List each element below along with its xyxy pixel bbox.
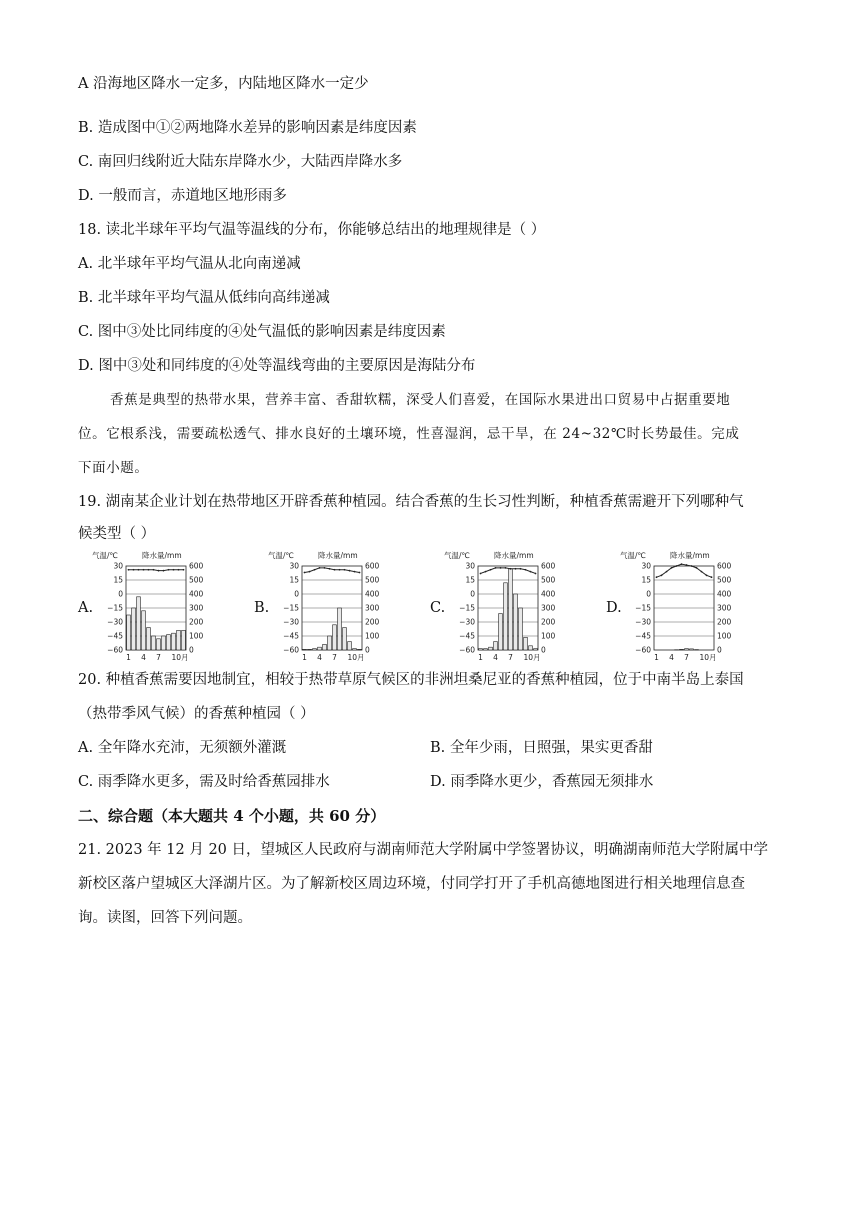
precip-tick-label: 100 [541, 631, 556, 641]
climate-chart-c [430, 546, 610, 662]
precip-bar [152, 636, 156, 650]
temp-point [691, 565, 693, 567]
precip-bar [127, 615, 131, 650]
precip-tick-label: 400 [365, 589, 380, 599]
precip-tick-label: 200 [717, 617, 732, 627]
chart-option-label: D. [606, 600, 622, 616]
month-tick-label: 10月 [699, 653, 717, 662]
temp-point [696, 567, 698, 569]
month-tick-label: 7 [508, 653, 513, 662]
climate-chart-svg [268, 546, 408, 662]
precip-axis-title: 降水量/mm [670, 551, 710, 560]
precip-tick-label: 100 [189, 631, 204, 641]
temp-tick-label: 0 [470, 589, 475, 599]
precip-bar [308, 649, 312, 650]
temp-point [495, 567, 497, 569]
temp-tick-label: −60 [283, 645, 299, 655]
q21-line-1: 21. 2023 年 12 月 20 日，望城区人民政府与湖南师范大学附属中学签署协议，明确湖南师范大学附属中学 [78, 842, 769, 858]
month-tick-label: 10月 [523, 653, 541, 662]
precip-bar [519, 608, 523, 650]
passage-line-2: 位。它根系浅，需要疏松透气、排水良好的土壤环境，性喜湿润，忌干旱，在 24~32℃时长势最佳。完成 [78, 426, 740, 442]
month-tick-label: 7 [332, 653, 337, 662]
precip-tick-label: 500 [365, 575, 380, 585]
q20-option-c: C. 雨季降水更多，需及时给香蕉园排水 [78, 774, 330, 790]
precip-tick-label: 200 [365, 617, 380, 627]
temp-point [510, 568, 512, 570]
chart-option-label: C. [430, 600, 446, 616]
precip-bar [494, 642, 498, 650]
q20-option-b: B. 全年少雨，日照强，果实更香甜 [430, 740, 653, 756]
precip-tick-label: 200 [541, 617, 556, 627]
q17-option-c: C. 南回归线附近大陆东岸降水少，大陆西岸降水多 [78, 154, 403, 170]
temp-point [148, 569, 150, 571]
temp-point [168, 569, 170, 571]
temp-point [706, 574, 708, 576]
temp-tick-label: −60 [459, 645, 475, 655]
month-tick-label: 1 [654, 653, 659, 662]
temp-tick-label: −45 [459, 631, 475, 641]
climate-chart-svg [620, 546, 760, 662]
precip-bar [162, 636, 166, 650]
precip-bar [182, 630, 186, 650]
temp-tick-label: 15 [465, 575, 475, 585]
precip-bar [529, 646, 533, 650]
precip-bar [132, 608, 136, 650]
temp-point [309, 571, 311, 573]
temp-line [481, 568, 536, 574]
precip-tick-label: 600 [541, 561, 556, 571]
temp-point [178, 569, 180, 571]
temp-point [525, 569, 527, 571]
precip-bar [685, 649, 689, 650]
temp-point [319, 567, 321, 569]
temp-tick-label: −30 [283, 617, 299, 627]
temp-line [305, 568, 360, 573]
precip-bar [514, 594, 518, 650]
precip-bar [343, 628, 347, 650]
precip-bar [323, 644, 327, 650]
temp-point [324, 567, 326, 569]
precip-bar [479, 649, 483, 650]
temp-tick-label: −15 [459, 603, 475, 613]
precip-bar [534, 649, 538, 650]
precip-bar [338, 608, 342, 650]
precip-tick-label: 500 [541, 575, 556, 585]
q19-stem-line-2: 候类型（ ） [78, 526, 156, 542]
temp-point [339, 569, 341, 571]
temp-tick-label: 15 [113, 575, 123, 585]
precip-bar [499, 614, 503, 650]
month-tick-label: 1 [478, 653, 483, 662]
temp-tick-label: −45 [107, 631, 123, 641]
precip-tick-label: 600 [365, 561, 380, 571]
temp-tick-label: −30 [635, 617, 651, 627]
temp-tick-label: 0 [646, 589, 651, 599]
precip-bar [328, 636, 332, 650]
temp-point [485, 571, 487, 573]
month-tick-label: 7 [684, 653, 689, 662]
precip-bar [167, 635, 171, 650]
temp-point [163, 570, 165, 572]
precip-bar [137, 597, 141, 650]
precip-bar [303, 649, 307, 650]
temp-tick-label: −15 [107, 603, 123, 613]
chart-option-label: A. [78, 600, 94, 616]
temp-point [158, 570, 160, 572]
precip-tick-label: 600 [717, 561, 732, 571]
month-tick-label: 7 [156, 653, 161, 662]
climate-chart-svg [92, 546, 232, 662]
temp-tick-label: −30 [459, 617, 475, 627]
section-2-title: 二、综合题（本大题共 4 个小题，共 60 分） [78, 807, 386, 825]
q17-option-d: D. 一般而言，赤道地区地形雨多 [78, 188, 287, 204]
temp-point [515, 568, 517, 570]
temp-point [143, 569, 145, 571]
temp-point [334, 569, 336, 571]
temp-point [535, 573, 537, 575]
temp-point [153, 569, 155, 571]
temp-point [520, 568, 522, 570]
precip-tick-label: 0 [365, 645, 370, 655]
precip-tick-label: 300 [541, 603, 556, 613]
temp-tick-label: −30 [107, 617, 123, 627]
temp-axis-title: 气温/℃ [268, 551, 294, 560]
temp-point [505, 567, 507, 569]
temp-tick-label: −45 [635, 631, 651, 641]
precip-tick-label: 400 [717, 589, 732, 599]
temp-tick-label: 15 [289, 575, 299, 585]
precip-bar [680, 649, 684, 650]
month-tick-label: 4 [669, 653, 674, 662]
temp-tick-label: −15 [283, 603, 299, 613]
precip-axis-title: 降水量/mm [142, 551, 182, 560]
precip-tick-label: 600 [189, 561, 204, 571]
temp-axis-title: 气温/℃ [620, 551, 646, 560]
temp-point [661, 574, 663, 576]
temp-point [329, 568, 331, 570]
temp-point [128, 569, 130, 571]
precip-bar [313, 649, 317, 650]
precip-tick-label: 300 [189, 603, 204, 613]
precip-bar [524, 637, 528, 650]
precip-axis-title: 降水量/mm [318, 551, 358, 560]
temp-tick-label: 30 [289, 561, 299, 571]
precip-tick-label: 100 [365, 631, 380, 641]
precip-tick-label: 0 [189, 645, 194, 655]
q21-line-2: 新校区落户望城区大泽湖片区。为了解新校区周边环境，付同学打开了手机高德地图进行相关地理信息查 [78, 876, 745, 892]
temp-tick-label: −60 [635, 645, 651, 655]
precip-tick-label: 200 [189, 617, 204, 627]
temp-axis-title: 气温/℃ [92, 551, 118, 560]
precip-tick-label: 400 [541, 589, 556, 599]
temp-point [490, 569, 492, 571]
precip-bar [509, 569, 513, 650]
passage-line-1: 香蕉是典型的热带水果，营养丰富、香甜软糯，深受人们喜爱，在国际水果进出口贸易中占据重要地 [110, 392, 731, 408]
temp-point [480, 573, 482, 575]
q20-option-d: D. 雨季降水更少，香蕉园无须排水 [430, 774, 654, 790]
temp-point [671, 567, 673, 569]
temp-tick-label: −60 [107, 645, 123, 655]
temp-tick-label: −15 [635, 603, 651, 613]
precip-bar [333, 625, 337, 650]
temp-point [354, 571, 356, 573]
precip-bar [142, 611, 146, 650]
temp-point [500, 567, 502, 569]
precip-bar [147, 628, 151, 650]
climate-chart-svg [444, 546, 584, 662]
precip-tick-label: 400 [189, 589, 204, 599]
q20-stem-line-1: 20. 种植香蕉需要因地制宜，相较于热带草原气候区的非洲坦桑尼亚的香蕉种植园，位于中南半岛上泰国 [78, 672, 744, 688]
precip-tick-label: 0 [717, 645, 722, 655]
temp-point [133, 569, 135, 571]
precip-tick-label: 100 [717, 631, 732, 641]
chart-option-label: B. [254, 600, 270, 616]
temp-tick-label: 30 [113, 561, 123, 571]
temp-tick-label: 30 [641, 561, 651, 571]
temp-point [676, 565, 678, 567]
temp-point [681, 563, 683, 565]
month-tick-label: 1 [302, 653, 307, 662]
climate-chart-b [254, 546, 434, 662]
precip-axis-title: 降水量/mm [494, 551, 534, 560]
precip-bar [348, 642, 352, 650]
month-tick-label: 10月 [171, 653, 189, 662]
temp-point [530, 571, 532, 573]
q20-stem-line-2: （热带季风气候）的香蕉种植园（ ） [78, 706, 315, 722]
precip-bar [177, 630, 181, 650]
climate-chart-d [606, 546, 786, 662]
temp-point [711, 576, 713, 578]
month-tick-label: 4 [141, 653, 146, 662]
passage-line-3: 下面小题。 [78, 460, 149, 476]
precip-tick-label: 0 [541, 645, 546, 655]
q20-option-a: A. 全年降水充沛，无须额外灌溉 [78, 740, 287, 756]
temp-point [138, 569, 140, 571]
month-tick-label: 1 [126, 653, 131, 662]
temp-point [304, 572, 306, 574]
temp-point [183, 569, 185, 571]
precip-bar [157, 639, 161, 650]
temp-point [359, 572, 361, 574]
q17-option-a: A 沿海地区降水一定多，内陆地区降水一定少 [78, 76, 369, 92]
q17-option-b: B. 造成图中①②两地降水差异的影响因素是纬度因素 [78, 120, 417, 136]
precip-bar [358, 649, 362, 650]
q21-line-3: 询。读图，回答下列问题。 [78, 910, 252, 926]
precip-bar [318, 647, 322, 650]
precip-tick-label: 500 [189, 575, 204, 585]
month-tick-label: 4 [493, 653, 498, 662]
precip-bar [484, 649, 488, 650]
month-tick-label: 10月 [347, 653, 365, 662]
precip-bar [353, 649, 357, 650]
temp-point [173, 569, 175, 571]
temp-point [314, 569, 316, 571]
temp-tick-label: 0 [118, 589, 123, 599]
q18-option-a: A. 北半球年平均气温从北向南递减 [78, 256, 301, 272]
temp-axis-title: 气温/℃ [444, 551, 470, 560]
temp-tick-label: 0 [294, 589, 299, 599]
climate-chart-a [78, 546, 258, 662]
precip-bar [504, 583, 508, 650]
precip-bar [172, 633, 176, 650]
temp-point [701, 571, 703, 573]
precip-bar [690, 649, 694, 650]
q19-stem-line-1: 19. 湖南某企业计划在热带地区开辟香蕉种植园。结合香蕉的生长习性判断，种植香蕉需避开下列哪种气 [78, 494, 744, 510]
temp-point [656, 576, 658, 578]
temp-point [666, 571, 668, 573]
month-tick-label: 4 [317, 653, 322, 662]
q18-option-c: C. 图中③处比同纬度的④处气温低的影响因素是纬度因素 [78, 324, 446, 340]
temp-point [686, 564, 688, 566]
q18-option-b: B. 北半球年平均气温从低纬向高纬递减 [78, 290, 330, 306]
q18-stem: 18. 读北半球年平均气温等温线的分布，你能够总结出的地理规律是（ ） [78, 222, 546, 238]
q18-option-d: D. 图中③处和同纬度的④处等温线弯曲的主要原因是海陆分布 [78, 358, 476, 374]
temp-point [344, 569, 346, 571]
temp-point [349, 570, 351, 572]
precip-tick-label: 500 [717, 575, 732, 585]
precip-bar [489, 647, 493, 650]
temp-tick-label: 30 [465, 561, 475, 571]
temp-tick-label: 15 [641, 575, 651, 585]
precip-tick-label: 300 [717, 603, 732, 613]
temp-line [129, 570, 184, 571]
precip-tick-label: 300 [365, 603, 380, 613]
temp-tick-label: −45 [283, 631, 299, 641]
